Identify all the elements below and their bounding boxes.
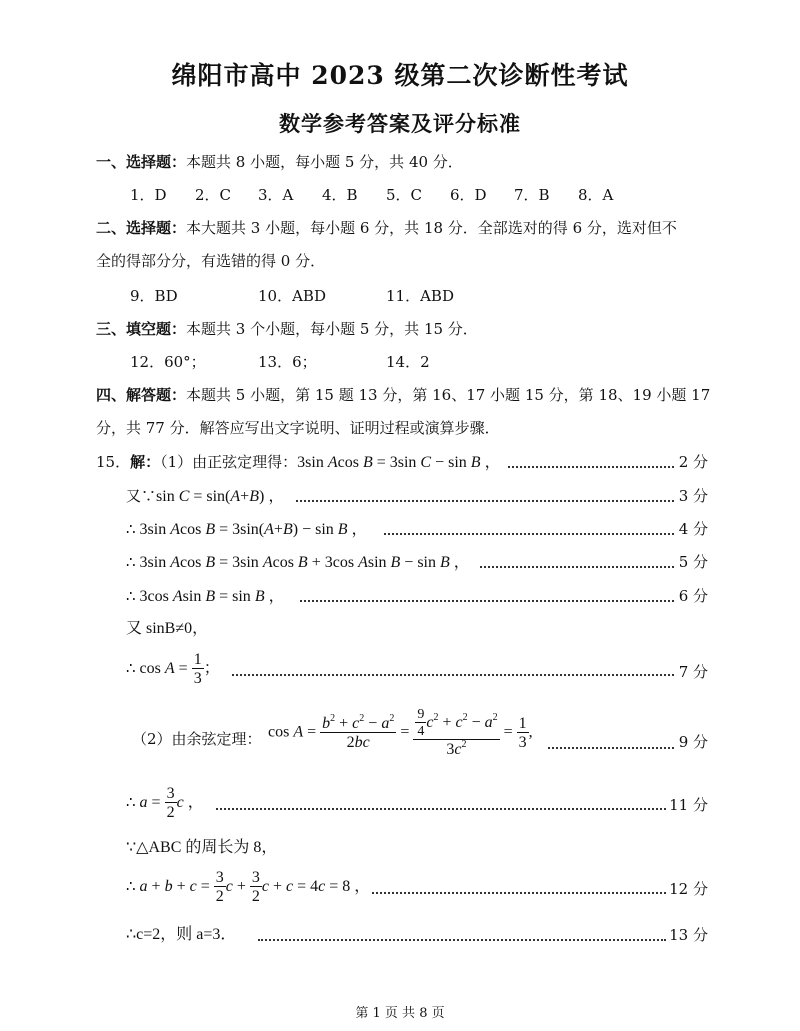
q15-line-4 — [126, 551, 470, 574]
score-leader — [548, 747, 674, 749]
score-3: 3 分 — [678, 487, 708, 505]
score-12: 12 分 — [669, 880, 708, 898]
therefore-symbol: ∴ — [126, 553, 136, 571]
score-6: 6 分 — [678, 587, 708, 605]
q15-jie: 解： — [130, 453, 161, 471]
answer-13: 13．6； — [258, 353, 317, 371]
section-2-desc-1: 本大题共 3 小题，每小题 6 分，共 18 分．全部选对的得 6 分，选对但不 — [186, 219, 677, 237]
answer-10: 10．ABD — [258, 287, 326, 305]
section-4-heading: 四、解答题： — [96, 386, 187, 404]
q15-line-11 — [126, 870, 370, 905]
score-4: 4 分 — [678, 520, 708, 538]
page-subtitle: 数学参考答案及评分标准 — [279, 111, 521, 136]
eq-8: cos A = $\frac{b^2 + c^2 - a^2}{2bc}$ = $\frac{9}{4}$ $c^2 + c^2 - a^2$ $3c^2$ = $\frac{1}{3}$ , — [268, 707, 533, 758]
score-leader — [372, 892, 666, 894]
answer-6: 6．D — [450, 186, 487, 204]
section-1-desc: 本题共 8 小题，每小题 5 分，共 40 分． — [186, 153, 463, 171]
score-13: 13 分 — [669, 926, 708, 944]
eq-1: 3sin Acos B = 3sin C − sin B ， — [297, 454, 501, 471]
page-footer: 第 1 页 共 8 页 — [355, 1006, 445, 1021]
eq-3: 3sin Acos B = 3sin(A+B) − sin B ， — [135, 521, 368, 538]
eq-9: a = $\frac{3}{2}$ c ， — [139, 785, 204, 821]
score-9: 9 分 — [678, 733, 708, 751]
answer-4: 4．B — [322, 186, 358, 204]
answer-14: 14．2 — [386, 353, 430, 371]
answer-2: 2．C — [195, 186, 232, 204]
section-2-heading: 二、选择题： — [96, 219, 187, 237]
score-7: 7 分 — [678, 663, 708, 681]
score-2: 2 分 — [678, 453, 708, 471]
section-4 — [96, 384, 710, 406]
q15-line-5 — [126, 585, 285, 608]
therefore-symbol: ∴ — [126, 659, 136, 678]
q15-line-1 — [96, 451, 501, 474]
answer-3: 3．A — [258, 186, 294, 204]
therefore-symbol: ∴ — [126, 587, 136, 605]
therefore-symbol: ∴ — [126, 520, 136, 538]
q15-line-9 — [126, 786, 204, 821]
section-2 — [96, 217, 677, 239]
score-leader — [300, 600, 674, 602]
answer-5: 5．C — [386, 186, 423, 204]
answer-11: 11．ABD — [386, 287, 454, 305]
section-1 — [96, 151, 463, 173]
therefore-symbol: ∴ — [126, 877, 136, 896]
q15-part-1: （1）由正弦定理得： — [160, 453, 298, 471]
answer-9: 9．BD — [130, 287, 178, 305]
q15-part-2: （2）由余弦定理： — [132, 730, 262, 748]
answer-12: 12．60°； — [130, 353, 206, 371]
q15-line-6: 又 sinB≠0， — [126, 620, 209, 637]
answer-8: 8．A — [578, 186, 614, 204]
eq-11: a + b + c = $\frac{3}{2}$ c + $\frac{3}{2}$ c + c = 4c = 8 ， — [139, 869, 371, 905]
score-leader — [232, 674, 674, 676]
score-leader — [296, 500, 674, 502]
score-leader — [216, 808, 666, 810]
score-leader — [384, 533, 674, 535]
score-leader — [258, 939, 666, 941]
answer-7: 7．B — [514, 186, 550, 204]
eq-7: cos A = $\frac{1}{3}$ ； — [135, 651, 220, 687]
score-leader — [480, 566, 674, 568]
eq-4: 3sin Acos B = 3sin Acos B + 3cos Asin B − sin B ， — [135, 554, 470, 571]
section-3-heading: 三、填空题： — [96, 320, 187, 338]
section-4-desc-2: 分，共 77 分．解答应写出文字说明、证明过程或演算步骤． — [96, 419, 500, 437]
score-11: 11 分 — [669, 796, 708, 814]
q15-line-10: ∵△ABC 的周长为 8， — [126, 839, 278, 856]
you-because: 又∵ — [126, 487, 157, 505]
section-3-desc: 本题共 3 个小题，每小题 5 分，共 15 分． — [186, 320, 478, 338]
section-3 — [96, 318, 478, 340]
eq-2: sin C = sin(A+B) ， — [156, 488, 285, 505]
q15-label: 15． — [96, 453, 131, 471]
therefore-symbol: ∴ — [126, 793, 136, 812]
answer-1: 1．D — [130, 186, 167, 204]
section-2-desc-2: 全的得部分分，有选错的得 0 分． — [96, 252, 326, 270]
score-5: 5 分 — [678, 553, 708, 571]
score-leader — [508, 466, 674, 468]
q15-line-2 — [126, 485, 284, 508]
section-1-heading: 一、选择题： — [96, 153, 187, 171]
section-4-desc-1: 本题共 5 小题，第 15 题 13 分，第 16、17 小题 15 分，第 18、19 小题 17 — [186, 386, 711, 404]
q15-line-7 — [126, 652, 220, 687]
q15-line-3 — [126, 518, 368, 541]
page-title: 绵阳市高中 2023 级第二次诊断性考试 — [171, 61, 629, 90]
eq-5: 3cos Asin B = sin B ， — [135, 588, 285, 605]
q15-line-12: ∴c=2，则 a=3． — [126, 926, 237, 943]
